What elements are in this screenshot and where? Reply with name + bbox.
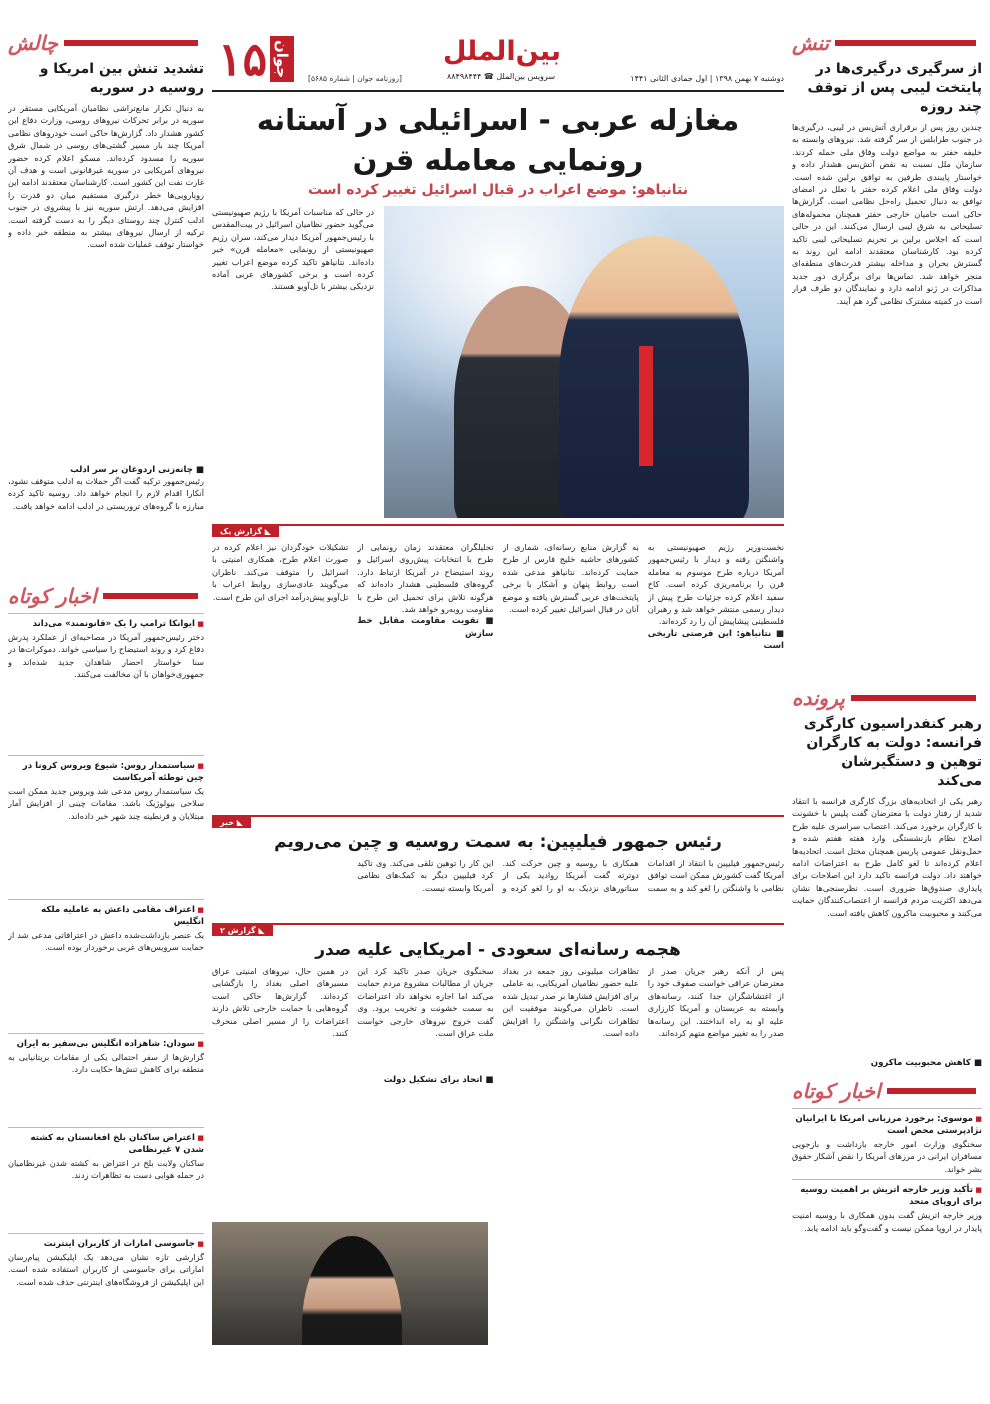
right-column [792,30,982,1234]
phil-tag-row [212,815,784,828]
iraq-col-1: پس از آنکه رهبر جریان صدر از معترضان عراقی خواست صفوف خود را از اغتشاشگران جدا کنند، رسانه‌های وابسته به عربستان و آمریکا کارزاری علیه او به راه انداختند. این رسانه‌ها صدر را به تغییر مواضع متهم کرده‌اند. [647,966,784,1039]
lead-intro: در حالی که مناسبات آمریکا با رژیم صهیونیستی می‌گوید حضور نظامیان اسرائیل در بیت‌المقدس با رئیس‌جمهور آمریکا دیدار می‌کند، سران رژیم صهیونیستی از رونمایی «معامله قرن» خبر داده‌اند. نتانیاهو تاکید کرده موضع اعراب تغییر کرده است و برخی کشورهای عربی آماده نزدیکی بیشتر با تل‌آویو هستند. [212,207,374,292]
paper-note: [روزنامه جوان | شماره ۵۶۸۵] [308,74,402,83]
lead-subtitle: نتانیاهو: موضع اعراب در قبال اسرائیل تغییر کرده است [307,182,689,198]
iraq-col-4: در همین حال، نیروهای امنیتی عراق مسیرهای اصلی بغداد را بازگشایی کرده‌اند. گزارش‌ها حاکی است گروه‌هایی با حمایت خارجی تلاش دارند اعتراضات را از مسیر اصلی منحرف کنند. [212,966,349,1039]
brief-item[interactable] [8,1127,204,1229]
brief-title: ■ اعتراف مقامی داعش به عاملیه ملکه انگلیس [8,904,204,928]
tag-bar [103,593,198,599]
tag-word: تنش [792,31,830,55]
iraq-photo[interactable] [212,1222,488,1345]
brief-title: ■ جاسوسی امارات از کاربران اینترنت [8,1238,204,1250]
phil-tag-label: خبر [220,818,235,827]
photo-microphones [372,1342,482,1345]
brief-title: ■ موسوی: برخورد مرزبانی امریکا با ایرانیان نژادپرستی محض است [792,1113,982,1137]
lead-subhead-1: ■ نتانیاهو: این فرصتی تاریخی است [647,628,784,652]
france-text: رهبر یکی از اتحادیه‌های بزرگ کارگری فرانسه با انتقاد شدید از رفتار دولت با معترضان گفت پلیس با خشونت با کارگران برخورد می‌کند. اعتصاب سراسری علیه طرح اصلاح نظام بازنشستگی وارد هفته هفتم شده و حمل‌ونقل عمومی پاریس همچنان مختل است. اتحادیه‌ها اعلام کرده‌اند تا لغو کامل طرح به اعتراضات ادامه خواهند داد. دولت فرانسه تاکید دارد این اصلاحات برای پایداری صندوق‌ها ضروری است. نظرسنجی‌ها نشان می‌دهد اکثریت مردم فرانسه از اعتصاب‌کنندگان حمایت می‌کنند و محبوبیت ماکرون کاهش یافته است. [792,796,982,918]
logo[interactable] [212,30,300,88]
section-title: بین‌الملل [442,36,562,67]
brief-text: سخنگوی وزارت امور خارجه بازداشت و بازجویی مسافران ایرانی در مرزهای آمریکا را نقض آشکار حقوق بشر خواند. [792,1139,982,1174]
arrow-icon: ◣ [255,926,265,935]
brief-item[interactable] [8,899,204,1029]
tag-bar [851,695,976,701]
brief-title: ■ ایوانکا ترامپ را یک «قانونمند» می‌داند [8,618,204,630]
lead-col-1-text: نخست‌وزیر رژیم صهیونیستی به واشنگتن رفته و دیدار با رئیس‌جمهور آمریکا درباره طرح موسوم به معامله قرن را برنامه‌ریزی کرده است. کاخ سفید اعلام کرده جزئیات طرح پیش از دیدار رسمی منتشر خواهد شد و رهبران فلسطینی پیشاپیش آن را رد کرده‌اند. [647,542,784,627]
brief-text: گزارشی تازه نشان می‌دهد یک اپلیکیشن پیام‌رسان اماراتی برای جاسوسی از کاربران استفاده شده است. این اپلیکیشن از فروشگاه‌های اینترنتی حذف شده است. [8,1252,204,1287]
brief-title: ■ اعتراض ساکنان بلخ افغانستان به کشته شدن ۷ غیرنظامی [8,1132,204,1156]
syria-headline[interactable]: تشدید تنش بین امریکا و روسیه در سوریه [39,61,204,96]
tag-bar [887,1088,976,1094]
tag-bar [835,40,976,46]
brief-text: گزارش‌ها از سفر احتمالی یکی از مقامات بریتانیایی به منطقه برای کاهش تنش‌ها حکایت دارد. [8,1052,204,1075]
syria-subhead: ■ چانه‌زنی اردوغان بر سر ادلب [70,465,204,475]
iraq-subhead: ■ اتحاد برای تشکیل دولت [383,1075,494,1085]
syria-text: به دنبال تکرار مانع‌تراشی نظامیان آمریکایی مستقر در سوریه در برابر تحرکات نیروهای روسی، وزارت دفاع این کشور هشدار داد. گزارش‌ها حاکی است خودروهای نظامی آمریکا چند بار مسیر گشتی‌های روسی در شمال شرق سوریه را مسدود کرده‌اند. مسکو اعلام کرده حضور نیروهای آمریکایی در سوریه غیرقانونی است و هدف آن غارت نفت این کشور است. کارشناسان معتقدند ادامه این رویارویی‌ها خطر درگیری مستقیم میان دو قدرت را افزایش می‌دهد. ارتش سوریه نیز با پیشروی در جنوب ادلب کنترل چند روستای دیگر را به دست گرفته است. ترکیه از ارسال نیروهای بیشتر به منطقه خبر داده و خواستار توقف عملیات شده است. [8,103,204,250]
tag-bar [64,40,198,46]
brief-item[interactable] [8,613,204,751]
brief-item[interactable] [8,1033,204,1123]
brief-item[interactable] [792,1108,982,1175]
section-tag-tension [792,30,982,56]
lead-subhead-2: ■ تقویت مقاومت مقابل خط سازش [357,616,494,639]
phone-line: سرویس بین‌الملل ☎ ۸۸۴۹۸۴۴۴ [446,72,556,81]
section-tag-briefs [8,583,204,609]
syria-text-b: رئیس‌جمهور ترکیه گفت اگر حملات به ادلب متوقف نشود، آنکارا اقدام لازم را انجام خواهد داد. روسیه تاکید کرده مبارزه با گروه‌های تروریستی در ادلب ادامه خواهد یافت. [8,476,204,511]
photo-figure-right [559,236,749,518]
libya-headline[interactable]: از سرگیری درگیری‌ها در پایتخت لیبی پس از توقف چند روزه [807,61,982,115]
brief-text: ساکنان ولایت بلخ در اعتراض به کشته شدن غیرنظامیان در حمله هوایی دست به تظاهرات زدند. [8,1158,204,1181]
masthead [212,30,784,92]
tag-word: پرونده [792,686,845,710]
brief-text: دختر رئیس‌جمهور آمریکا در مصاحبه‌ای از عملکرد پدرش دفاع کرد و روند استیضاح را سیاسی خواند. دموکرات‌ها در سنا خواستار احضار شاهدان جدید شده‌اند و جمهوری‌خواهان با آن مخالفت می‌کنند. [8,632,204,680]
lead-photo[interactable] [384,206,784,518]
tag-word: اخبار کوتاه [8,584,97,608]
iraq-headline[interactable]: هجمه رسانه‌ای سعودی - امریکایی علیه صدر [315,940,681,960]
section-tag-briefs [792,1078,982,1104]
brief-title: ■ تأکید وزیر خارجه اتریش بر اهمیت روسیه برای اروپای متحد [792,1184,982,1208]
france-subhead: ■ کاهش محبوبیت ماکرون [870,1058,982,1068]
left-column [8,30,204,1341]
logo-number: ۱۵ [217,32,268,86]
lead-col-2: به گزارش منابع رسانه‌ای، شماری از کشورهای حاشیه خلیج فارس از طرح حمایت کرده‌اند. نتانیاهو مدعی شده است روابط پنهان و آشکار با برخی پایتخت‌های عربی گسترش یافته و موضع آنان در قبال اسرائیل تغییر کرده است. [502,542,639,615]
brief-item[interactable] [792,1179,982,1234]
brief-title: ■ سیاستمدار روس: شیوع ویروس کرونا در چین توطئه آمریکاست [8,760,204,784]
brief-text: وزیر خارجه اتریش گفت بدون همکاری با روسیه امنیت پایدار در اروپا ممکن نیست و گفت‌وگو باید ادامه یابد. [792,1210,982,1233]
france-headline[interactable]: رهبر کنفدراسیون کارگری فرانسه: دولت به کارگران توهین و دستگیرشان می‌کند [803,716,982,789]
lead-tag [212,526,279,537]
iraq-col-2: تظاهرات میلیونی روز جمعه در بغداد علیه حضور نظامیان آمریکایی، به عاملی برای افزایش فشارها بر صدر تبدیل شده است. ناظران می‌گویند موفقیت این تظاهرات نگرانی واشنگتن را افزایش داده است. [502,966,639,1039]
lead-top [212,206,784,518]
libya-text: چندین روز پس از برقراری آتش‌بس در لیبی، درگیری‌ها در جنوب طرابلس از سر گرفته شد. نیروهای وابسته به خلیفه حفتر به مواضع دولت وفاق ملی حمله کردند. سازمان ملل نسبت به نقض آتش‌بس هشدار داده و خواستار پایبندی طرفین به توافق برلین شده است. دولت وفاق ملی اعلام کرده حفتر با تعلل در امضای توافق به دنبال تحمیل راه‌حل نظامی است. گزارش‌ها حاکی است حامیان خارجی حفتر همچنان محموله‌های تسلیحاتی به شرق لیبی ارسال می‌کنند. این در حالی است که اجلاس برلین بر تحریم تسلیحاتی لیبی تاکید کرده بود. کارشناسان معتقدند ادامه این روند به گسترش بحران و مداخله بیشتر قدرت‌های منطقه‌ای منجر خواهد شد. تماس‌ها برای برگزاری دور جدید مذاکرات در ژنو ادامه دارد و نمایندگان دو طرف قرار است در کمیته مشترک نظامی گرد هم آیند. [792,122,982,306]
brief-item[interactable] [8,755,204,895]
iraq-tag [212,925,273,936]
photo-figure-cleric [302,1236,402,1345]
logo-word: جوان [270,36,294,82]
lead-col-3 [357,541,493,809]
iraq-tag-row [212,923,784,936]
photo-tie [639,346,653,466]
section-tag-challenge [8,30,204,56]
lead-col-3-text: تحلیلگران معتقدند زمان رونمایی از طرح با انتخابات پیش‌روی اسرائیل و روند استیضاح در آمریکا ارتباط دارد. گروه‌های فلسطینی هشدار داده‌اند که هرگونه تلاش برای تحمیل این طرح با مقاومت روبه‌رو خواهد شد. [357,542,494,615]
brief-item[interactable] [8,1233,204,1341]
tag-word: اخبار کوتاه [792,1079,881,1103]
lead-col-1 [648,541,784,809]
brief-title: ■ سودان: شاهزاده انگلیس بی‌سفیر به ایران [8,1038,204,1050]
iraq-col-3-text: سخنگوی جریان صدر تاکید کرد این جریان از مطالبات مشروع مردم حمایت می‌کند اما اجازه نخواهد داد اعتراضات به سمت خشونت و تخریب برود. وی گفت خروج نیروهای خارجی خواست ملت عراق است. [357,966,494,1039]
section-tag-dossier [792,685,982,711]
brief-text: یک عنصر بازداشت‌شده داعش در اعترافاتی مدعی شد از حمایت سرویس‌های غربی برخوردار بوده است. [8,930,204,953]
brief-text: یک سیاستمدار روس مدعی شد ویروس جدید ممکن است سلاحی بیولوژیک باشد. مقامات چینی از افزایش آمار مبتلایان و قرنطینه چند شهر خبر داده‌اند. [8,786,204,821]
center-column [212,30,784,1345]
phil-headline[interactable]: رئیس جمهور فیلیپین: به سمت روسیه و چین می‌رویم [274,832,722,852]
issue-date: دوشنبه ۷ بهمن ۱۳۹۸ | اول جمادی الثانی ۱۴۴۱ [630,74,784,83]
phil-text: رئیس‌جمهور فیلیپین با انتقاد از اقدامات آمریکا گفت کشورش ممکن است توافق نظامی با واشنگتن را لغو کند و به سمت همکاری با روسیه و چین حرکت کند. دوترته گفت آمریکا روادید یکی از سناتورهای نزدیک به او را لغو کرده و این کار را توهین تلقی می‌کند. وی تاکید کرد فیلیپین دیگر به کمک‌های نظامی آمریکا وابسته نیست. [357,858,784,893]
lead-col-4: تشکیلات خودگردان نیز اعلام کرده در صورت اعلام طرح، همکاری امنیتی با اسرائیل را متوقف می‌کند. ناظران می‌گویند عادی‌سازی روابط اعراب با تل‌آویو پیش‌درآمد اجرای این طرح است. [212,542,349,602]
phil-tag [212,817,251,828]
lead-tag-row [212,524,784,537]
arrow-icon: ◣ [262,527,271,536]
tag-word: چالش [8,31,59,55]
lead-body [212,541,784,809]
lead-headline[interactable]: مغازله عربی - اسرائیلی در آستانه رونمایی معامله قرن [256,103,740,177]
arrow-icon: ◣ [234,818,243,827]
lead-tag-label: گزارش یک [220,527,262,536]
iraq-tag-label: گزارش ۲ [220,926,256,935]
